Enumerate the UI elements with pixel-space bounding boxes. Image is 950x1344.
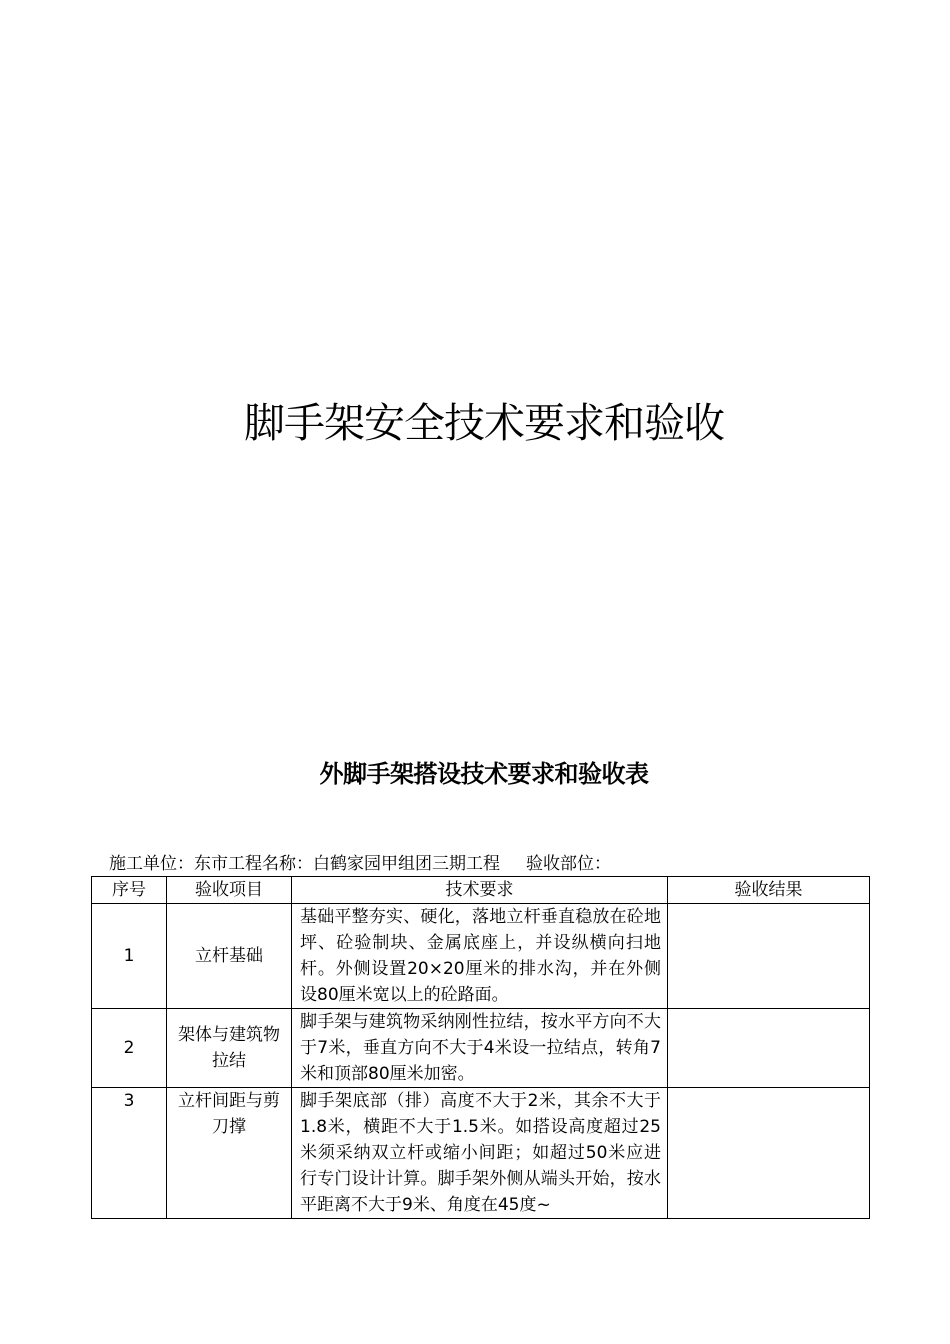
table-row <box>92 1009 870 1088</box>
row-seq: 2 <box>92 1009 167 1088</box>
row-result <box>668 1088 870 1219</box>
header-result: 验收结果 <box>668 877 870 904</box>
row-seq: 1 <box>92 904 167 1009</box>
header-item: 验收项目 <box>167 877 292 904</box>
acceptance-table <box>91 876 870 1219</box>
table-title: 外脚手架搭设技术要求和验收表 <box>319 760 649 788</box>
document-main-title: 脚手架安全技术要求和验收 <box>244 399 724 447</box>
header-seq: 序号 <box>92 877 167 904</box>
row-requirement: 脚手架与建筑物采纳刚性拉结，按水平方向不大于7米，垂直方向不大于4米设一拉结点，转角7米和顶部80厘米加密。 <box>292 1009 668 1088</box>
table-row <box>92 1088 870 1219</box>
construction-unit: 施工单位：东市 <box>109 854 228 874</box>
row-result <box>668 904 870 1009</box>
table-header-row <box>92 877 870 904</box>
table-row <box>92 904 870 1009</box>
project-info-line <box>109 852 611 876</box>
row-requirement: 基础平整夯实、硬化，落地立杆垂直稳放在砼地坪、砼验制块、金属底座上，并设纵横向扫地杆。外侧设置20×20厘米的排水沟，并在外侧设80厘米宽以上的砼路面。 <box>292 904 668 1009</box>
row-item: 架体与建筑物拉结 <box>167 1009 292 1088</box>
acceptance-location: 验收部位： <box>526 854 611 874</box>
row-seq: 3 <box>92 1088 167 1219</box>
project-name: 工程名称：白鹤家园甲组团三期工程 <box>228 854 500 874</box>
header-requirement: 技术要求 <box>292 877 668 904</box>
row-requirement: 脚手架底部（排）高度不大于2米，其余不大于1.8米，横距不大于1.5米。如搭设高度超过25米须采纳双立杆或缩小间距；如超过50米应进行专门设计计算。脚手架外侧从端头开始，按水平距离不大于9米、角度在45度~ <box>292 1088 668 1219</box>
row-result <box>668 1009 870 1088</box>
row-item: 立杆间距与剪刀撑 <box>167 1088 292 1219</box>
row-item: 立杆基础 <box>167 904 292 1009</box>
